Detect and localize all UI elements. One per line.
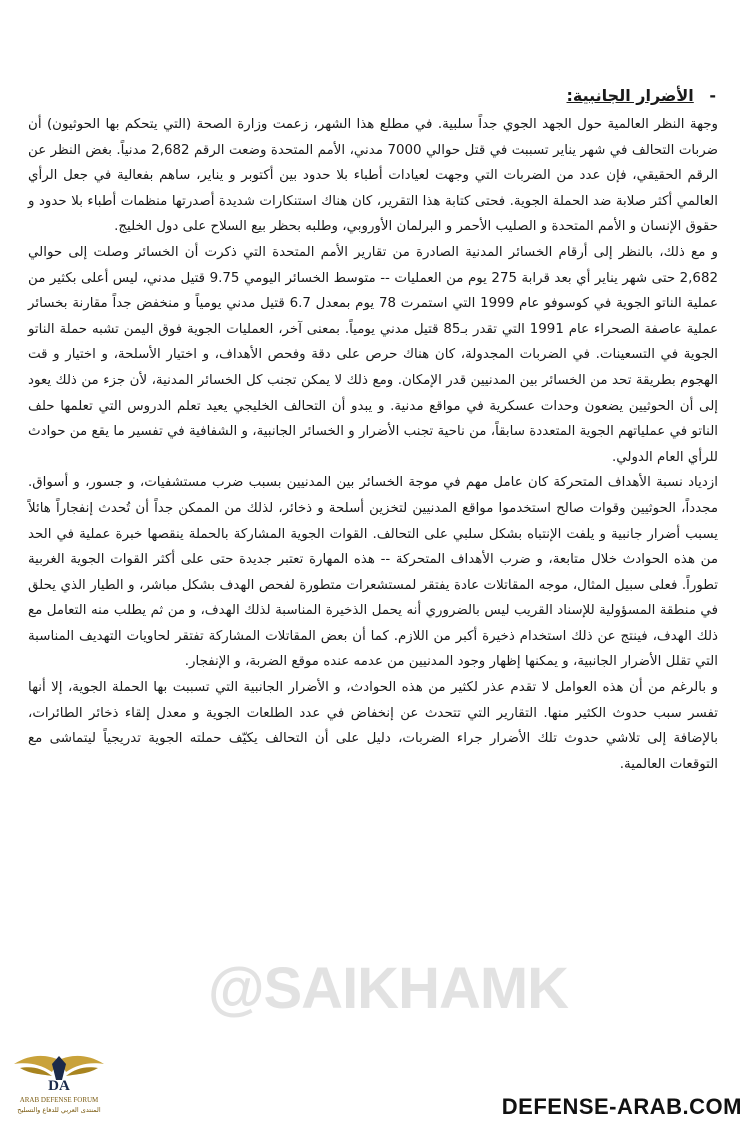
- logo-arabic-name: المنتدى العربي للدفاع والتسليح: [17, 1106, 101, 1114]
- logo-name: ARAB DEFENSE FORUM: [19, 1096, 99, 1104]
- heading-text: الأضرار الجانبية:: [566, 86, 694, 105]
- section-heading: [567, 84, 717, 108]
- site-url[interactable]: DEFENSE-ARAB.COM: [501, 1094, 742, 1119]
- article-body: [28, 112, 718, 777]
- heading-dash: -: [709, 86, 716, 105]
- watermark: @SAIKHAMK: [207, 956, 569, 1021]
- paragraph-3: ازدياد نسبة الأهداف المتحركة كان عامل مهم في موجة الخسائر بين المدنيين بسبب ضرب مستشفيات، و جسور، و أسواق. مجدداً، الحوثيين وقوات صالح استخدموا مواقع المدنيين لتخزين أسلحة و ذخائر، لذلك من الممكن جداً أن تُحدث إنفجاراً هائلاً يسبب أضرار جانبية و يلفت الإنتباه بشكل سلبي على التحالف. القوات الجوية المشاركة بالحملة ينقصها خبرة عملية في الحد من هذه الحوادث خلال متابعة، و ضرب الأهداف المتحركة -- هذه المهارة تعتبر جديدة حتى على أكثر القوات الجوية الغربية تطوراً. فعلى سبيل المثال، موجه المقاتلات عادة يفتقر لمستشعرات متطورة لفحص الهدف بشكل مباشر، و الطيار الذي يحلق في منطقة المسؤولية للإسناد القريب ليس بالضروري أنه يحمل الذخيرة المناسبة لذلك الهدف، و من ثم يطلب منه التعامل مع ذلك الهدف، فينتج عن ذلك استخدام ذخيرة أكبر من اللازم. كما أن بعض المقاتلات المشاركة تفتقر لحاويات التهديف المناسبة التي تقلل الأضرار الجانبية، و يمكنها إظهار وجود المدنيين من عدمه عنده موقع الضربة، و الإنفجار.: [28, 475, 718, 670]
- paragraph-1: وجهة النظر العالمية حول الجهد الجوي جداً سلبية. في مطلع هذا الشهر، زعمت وزارة الصحة (التي يتحكم بها الحوثيون) أن ضربات التحالف في شهر يناير تسببت في قتل حوالي 7000 مدني، الأمم المتحدة وضعت الرقم 2,682 مدنياً. بغض النظر عن الرقم الحقيقي، فإن عدد من الضربات التي وجهت لعيادات أطباء بلا حدود بين أكتوبر و يناير، ساهم بفعالية في جعل الرأي العالمي أكثر صلابة ضد الحملة الجوية. فحتى كتابة هذا التقرير، كان هناك استنكارات شديدة أصدرتها منظمات أطباء بلا حدود و حقوق الإنسان و الأمم المتحدة و الصليب الأحمر و البرلمان الأوروبي، وطلبه بحظر بيع السلاح على دول الخليج.: [28, 117, 718, 235]
- paragraph-2: و مع ذلك، بالنظر إلى أرقام الخسائر المدنية الصادرة من تقارير الأمم المتحدة التي ذكرت أن الخسائر وصلت إلى حوالي 2,682 حتى شهر يناير أي بعد قرابة 275 يوم من العمليات -- متوسط الخسائر اليومي 9.75 قتيل مدني، ليس أعلى بكثير من عملية الناتو الجوية في كوسوفو عام 1999 التي استمرت 78 يوم بمعدل 6.7 قتيل مدني يومياً و منخفض جداً مقارنة بخسائر عملية عاصفة الصحراء عام 1991 التي تقدر بـ85 قتيل مدني يومياً. بمعنى آخر، العمليات الجوية فوق اليمن تشبه حملة الناتو الجوية في التسعينات. في الضربات المجدولة، كان هناك حرص على دقة وفحص الأهداف، و اختيار الأسلحة، و اختيار و قت الهجوم بطريقة تحد من الخسائر بين المدنيين قدر الإمكان. ومع ذلك لا يمكن تجنب كل الخسائر المدنية، لأن جزء من ذلك يعود إلى أن الحوثيين يضعون وحدات عسكرية في مواقع مدنية. و يبدو أن التحالف الخليجي يعيد تعلم الدروس التي تعلمها حلف الناتو في عملياتهم الجوية المتعددة سابقاً، من ناحية تجنب الأضرار و الخسائر الجانبية، و الشفافية في تفسير ما يقع من حوادث للرأي العام الدولي.: [28, 244, 718, 465]
- forum-logo: [6, 1050, 112, 1120]
- logo-abbreviation: DA: [48, 1078, 70, 1094]
- paragraph-4: و بالرغم من أن هذه العوامل لا تقدم عذر لكثير من هذه الحوادث، و الأضرار الجانبية التي تسببت بها الحملة الجوية، إلا أنها تفسر سبب حدوث الكثير منها. التقارير التي تتحدث عن إنخفاض في عدد الطلعات الجوية و معدل إلقاء ذخائر الطائرات، بالإضافة إلى تلاشي حدوث تلك الأضرار جراء الضربات، دليل على أن التحالف يكيّف حملته الجوية تدريجياً ليتماشى مع التوقعات العالمية.: [28, 680, 718, 772]
